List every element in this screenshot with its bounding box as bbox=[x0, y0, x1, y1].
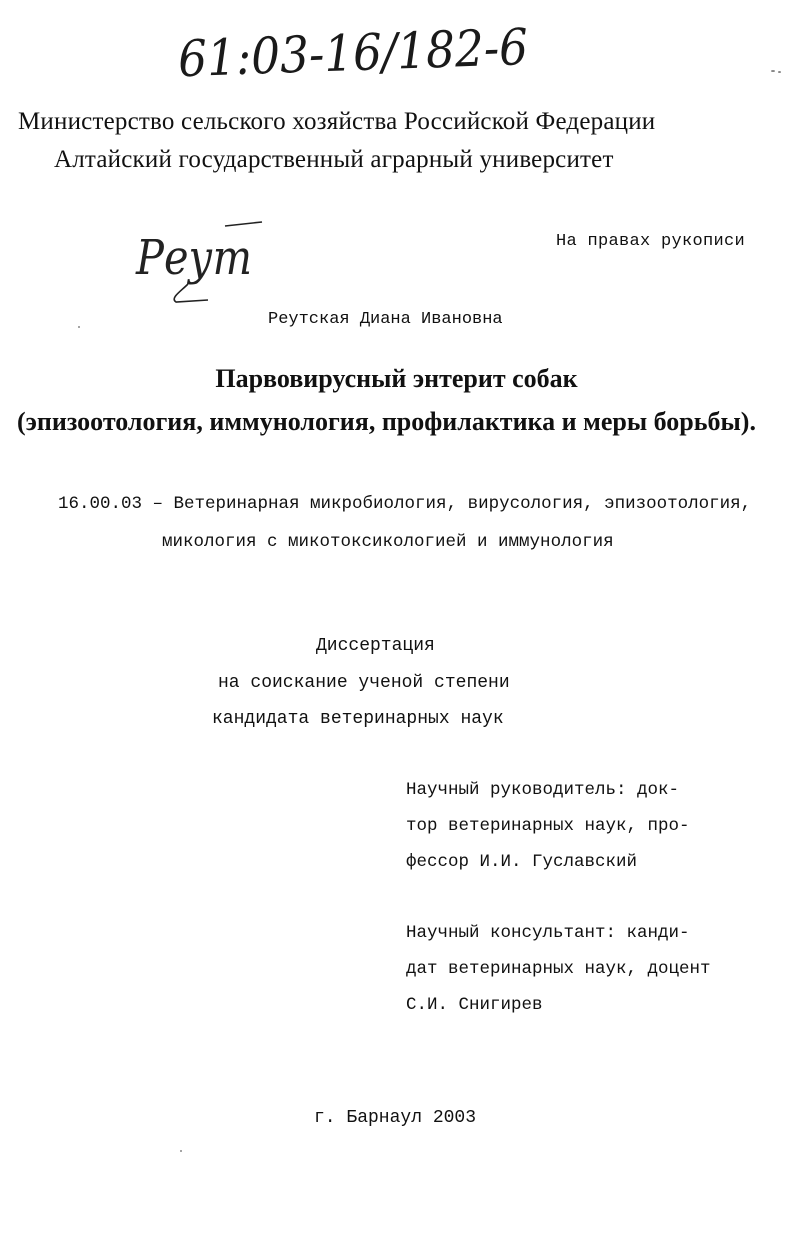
consultant-line-2: дат ветеринарных наук, доцент bbox=[406, 959, 711, 979]
archive-code-text: 61:03-16/182-6 bbox=[177, 16, 536, 89]
author-name: Реутская Диана Ивановна bbox=[268, 310, 503, 329]
handwritten-signature bbox=[130, 212, 270, 308]
dissertation-title-line-2: (эпизоотология, иммунология, профилактика и меры борьбы). bbox=[17, 407, 756, 436]
place-and-year: г. Барнаул 2003 bbox=[314, 1108, 477, 1128]
university-name: Алтайский государственный аграрный университет bbox=[54, 146, 614, 173]
degree-line-1: на соискание ученой степени bbox=[218, 673, 510, 693]
scan-speck bbox=[180, 1150, 182, 1152]
consultant-line-3: С.И. Снигирев bbox=[406, 995, 543, 1015]
supervisor-line-3: фессор И.И. Гуславский bbox=[406, 852, 638, 872]
manuscript-rights-note: На правах рукописи bbox=[556, 232, 746, 251]
ministry-name: Министерство сельского хозяйства Российской Федерации bbox=[18, 108, 656, 135]
signature-drawing bbox=[130, 212, 270, 308]
specialty-line-1: 16.00.03 – Ветеринарная микробиология, вирусология, эпизоотология, bbox=[58, 494, 752, 514]
scan-speck bbox=[78, 326, 80, 328]
supervisor-line-1: Научный руководитель: док- bbox=[406, 780, 680, 800]
scan-speck bbox=[771, 70, 775, 72]
consultant-line-1: Научный консультант: канди- bbox=[406, 923, 690, 943]
handwritten-archive-code bbox=[176, 12, 536, 92]
archive-code-drawing bbox=[176, 12, 536, 92]
scan-speck bbox=[778, 71, 781, 73]
supervisor-line-2: тор ветеринарных наук, про- bbox=[406, 816, 690, 836]
signature-text: Реут bbox=[135, 230, 252, 286]
degree-line-2: кандидата ветеринарных наук bbox=[212, 709, 504, 729]
dissertation-label: Диссертация bbox=[316, 636, 435, 656]
specialty-line-2: микология с микотоксикологией и иммунология bbox=[162, 532, 614, 552]
dissertation-title-line-1: Парвовирусный энтерит собак bbox=[215, 364, 578, 393]
